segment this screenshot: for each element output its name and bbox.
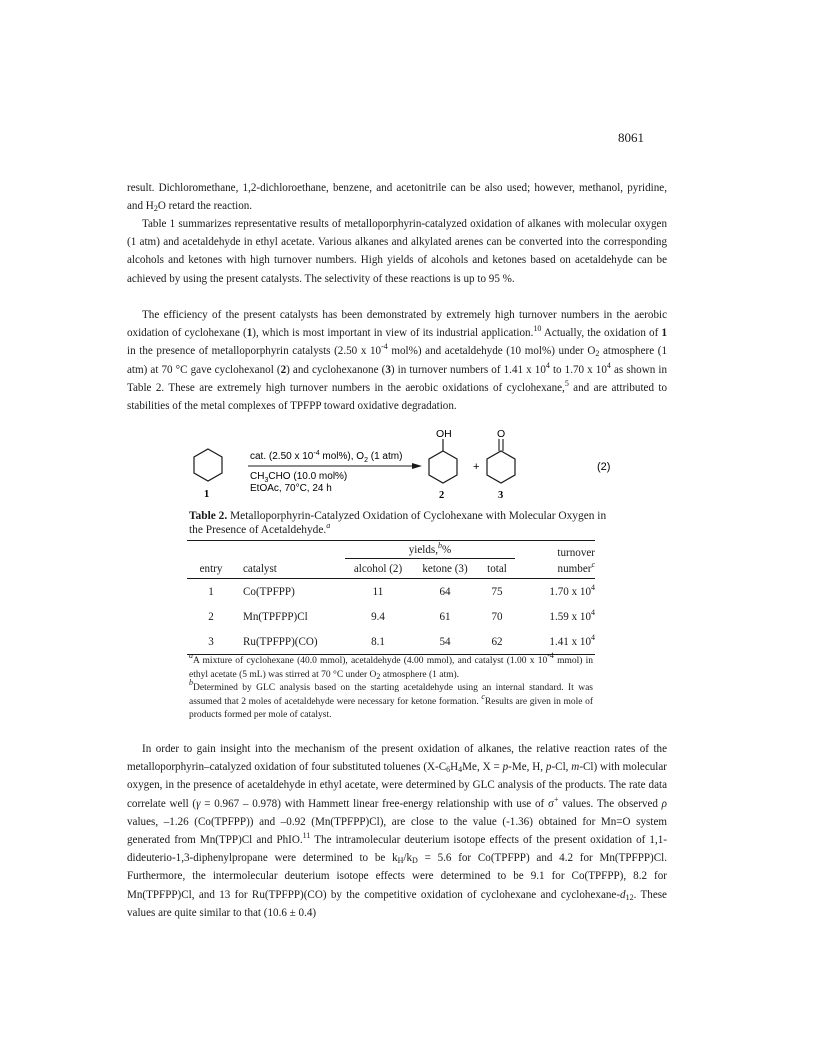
yields-header: yields,$^b$% xyxy=(345,544,515,559)
entry-cell: 1 xyxy=(208,585,214,598)
cyclohexanone-structure xyxy=(487,451,515,483)
footnote-a-mark: a xyxy=(189,651,193,660)
table-row xyxy=(187,629,595,655)
compound-label-3: 3 xyxy=(498,490,504,501)
total-cell: 70 xyxy=(491,610,503,623)
table-header-row-2 xyxy=(187,559,595,579)
turnover-cell: 1.41 x $10^4$ xyxy=(517,629,595,655)
table-header-row-1 xyxy=(187,541,595,560)
paragraph-solvents: result. Dichloromethane, 1,2-dichloroethane, benzene, and acetonitrile can be also used; however, methanol, pyridine, and $H_2O$ retard the reaction. xyxy=(127,182,667,214)
results-table xyxy=(187,540,595,655)
cyclohexanol-structure xyxy=(429,451,457,483)
entry-cell: 3 xyxy=(187,629,235,655)
total-cell: 62 xyxy=(477,629,517,655)
catalyst-header: catalyst xyxy=(235,559,343,579)
turnover-cell: 1.59 x $10^4$ xyxy=(549,607,595,623)
ketone-header: ketone (3) xyxy=(413,559,477,579)
page-number: 8061 xyxy=(618,130,644,145)
cyclohexane-structure xyxy=(194,449,222,481)
catalyst-cell: Ru(TPFPP)(CO) xyxy=(235,629,343,655)
alcohol-cell: 11 xyxy=(372,585,384,598)
carbonyl-oxygen-label: O xyxy=(497,428,506,440)
entry-cell: 2 xyxy=(208,610,214,623)
turnover-cell: 1.70 x $10^4$ xyxy=(549,582,595,598)
number-header: number$^c$ xyxy=(517,559,595,579)
ketone-cell: 54 xyxy=(413,629,477,655)
reaction-scheme xyxy=(190,428,650,504)
alcohol-cell: 8.1 xyxy=(343,629,413,655)
reaction-condition-acetaldehyde: $CH_3CHO$ (10.0 mol%) xyxy=(250,471,348,484)
plus-sign: + xyxy=(473,461,480,473)
equation-number: (2) xyxy=(597,461,611,473)
ketone-cell: 61 xyxy=(439,610,451,623)
paragraph-table1-summary: Table 1 summarizes representative results of metalloporphyrin-catalyzed oxidation of alkanes with molecular oxygen (1 atm) and acetaldehyde in ethyl acetate. Various alkanes and alkylated arenes can be converted into the corresponding alcohols and ketones with high turnover numbers. High yields of alcohols and ketones based on acetaldehyde can be achieved by using the present catalysts. The selectivity of these reactions is up to 95 %. xyxy=(127,218,667,285)
ketone-cell: 64 xyxy=(439,585,451,598)
footnote-b-mark: b xyxy=(189,678,193,687)
turnover-header: turnover xyxy=(517,541,595,560)
hydroxyl-label: OH xyxy=(436,428,452,440)
table-caption: Table 2. Metalloporphyrin-Catalyzed Oxidation of Cyclohexane with Molecular Oxygen in the Presence of Acetaldehyde.$^a$ xyxy=(189,510,607,536)
reaction-condition-solvent: EtOAc, 70°C, 24 h xyxy=(250,483,332,494)
total-cell: 75 xyxy=(491,585,503,598)
arrow-head-icon xyxy=(412,463,422,469)
catalyst-cell: Co(TPFPP) xyxy=(243,585,295,598)
reaction-condition-catalyst: cat. (2.50 x $10^{-4}$ mol%), $O_2$ (1 atm) xyxy=(250,450,403,464)
alcohol-cell: 9.4 xyxy=(371,610,385,623)
table-footnotes: $^a$A mixture of cyclohexane (40.0 mmol), acetaldehyde (4.00 mmol), and catalyst (1.00 x $10^{-4}$ mmol) in ethyl acetate (5 mL) was stirred at 70 °C under $O_2$ atmosphere (1 atm). $^b$Determined by GLC analysis based on the starting acetaldehyde using an internal standard. It was assumed that 2 moles of acetaldehyde were necessary for ketone formation. $^c$Results are given in mole of products formed per mole of catalyst. xyxy=(189,651,594,720)
entry-header: entry xyxy=(187,559,235,579)
compound-label-1: 1 xyxy=(204,489,210,500)
compound-label-2: 2 xyxy=(439,490,445,501)
table-row xyxy=(187,604,595,629)
paragraph-efficiency: The efficiency of the present catalysts has been demonstrated by extremely high turnover numbers in the aerobic oxidation of cyclohexane (1), which is most important in view of its industrial application.$^{10}$ Actually, the oxidation of 1 in the presence of metalloporphyrin catalysts (2.50 x $10^{-4}$ mol%) and acetaldehyde (10 mol%) under $O_2$ atmosphere (1 atm) at 70 °C gave cyclohexanol (2) and cyclohexanone (3) in turnover numbers of 1.41 x $10^4$ to 1.70 x $10^4$ as shown in Table 2. These are extremely high turnover numbers in the aerobic oxidations of cyclohexane,$^5$ and are attributed to stabilities of the metal complexes of TPFPP toward oxidative degradation. xyxy=(127,309,668,413)
total-header: total xyxy=(477,559,517,579)
alcohol-header: alcohol (2) xyxy=(343,559,413,579)
footnote-c-mark: c xyxy=(481,691,485,701)
catalyst-cell: Mn(TPFPP)Cl xyxy=(243,610,308,623)
table-row xyxy=(187,579,595,605)
paragraph-mechanism: In order to gain insight into the mechanism of the present oxidation of alkanes, the relative reaction rates of the metalloporphyrin–catalyzed oxidation of four substituted toluenes ($X-C_6H_4Me$, X = p-Me, H, p-Cl, m-Cl) with molecular oxygen, in the presence of acetaldehyde in ethyl acetate, were determined by GLC analysis of the products. The rate data correlate well (γ = 0.967 – 0.978) with Hammett linear free-energy relationship with use of σ+ values. The observed ρ values, –1.26 (Co(TPFPP)) and –0.92 (Mn(TPFPP)Cl), are close to the value (-1.36) obtained for Mn=O system generated from Mn(TPP)Cl and PhIO.$^{11}$ The intramolecular deuterium isotope effects of the present oxidation of 1,1-dideuterio-1,3-diphenylpropane were determined to be $k_H/k_D = 5.6$ for Co(TPFPP) and 4.2 for Mn(TPFPP)Cl. Furthermore, the intermolecular deuterium isotope effects were determined to be 9.1 for Co(TPFPP), 8.2 for Mn(TPFPP)Cl, and 13 for Ru(TPFPP)(CO) by the competitive oxidation of cyclohexane and cyclohexane-$d_{12}$. These values are quite similar to that (10.6 ± 0.4) xyxy=(127,743,667,919)
